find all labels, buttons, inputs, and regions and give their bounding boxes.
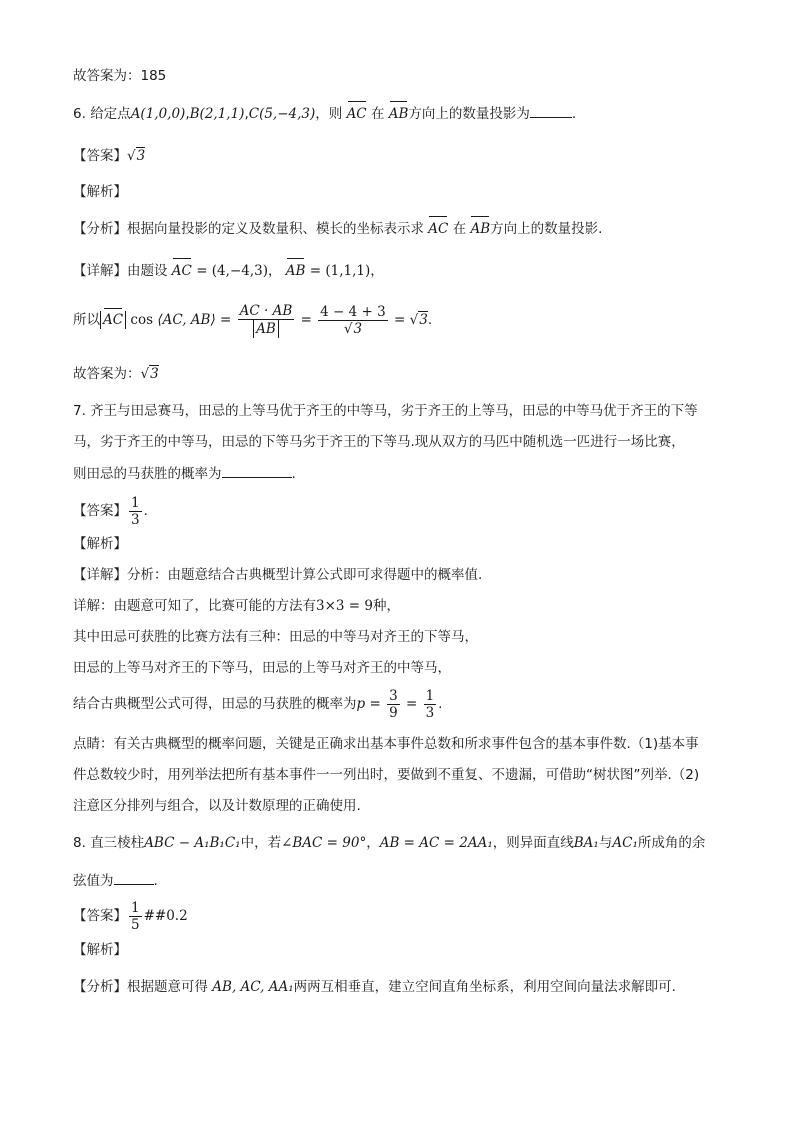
detail-7-line-6: 点睛：有关古典概型的概率问题，关键是正确求出基本事件总数和所求事件包含的基本事件数.（1)基本事 bbox=[73, 736, 699, 752]
sqrt-value: √3 bbox=[127, 148, 146, 164]
detail-7-line-3: 其中田忌可获胜的比赛方法有三种：田忌的中等马对齐王的下等马， bbox=[73, 629, 478, 645]
question-7-line-1: 7. 齐王与田忌赛马，田忌的上等马优于齐王的中等马，劣于齐王的上等马，田忌的中等马优于齐王的下等 bbox=[73, 403, 698, 419]
answer-6: 【答案】√3 bbox=[73, 148, 146, 164]
detail-7-line-1: 【详解】分析：由题意结合古典概型计算公式即可求得题中的概率值. bbox=[73, 567, 483, 583]
question-8-line-2: 弦值为 . bbox=[73, 870, 158, 891]
detail-7-line-5: 结合古典概型公式可得，田忌的马获胜的概率为p = $\frac{3}{9}$ = $\frac{1}{3}$ . bbox=[73, 687, 443, 721]
vector-ac: AC bbox=[346, 106, 367, 122]
fenxi-8: 【分析】根据题意可得 AB, AC, AA₁两两互相垂直，建立空间直角坐标系，利用空间向量法求解即可. bbox=[73, 979, 676, 995]
answer-blank bbox=[114, 870, 154, 885]
question-8-line-1: 8. 直三棱柱ABC − A₁B₁C₁中，若∠BAC = 90°，AB = AC = 2AA₁，则异面直线BA₁与AC₁所成角的余 bbox=[73, 835, 706, 851]
answer-blank bbox=[222, 463, 292, 478]
vector-ab: AB bbox=[388, 106, 409, 122]
numeric-fraction: $\frac{4 - 4 + 3}{√3}$ bbox=[320, 303, 386, 337]
xiangjie-6: 【详解】由题设 AC = (4,−4,3)， AB = (1,1,1)， bbox=[73, 263, 384, 279]
answer-7: 【答案】 $\frac{1}{3}$ . bbox=[73, 494, 148, 528]
detail-7-line-2: 详解：由题意可知了，比赛可能的方法有3×3 = 9种， bbox=[73, 598, 400, 614]
jiexi-label-8: 【解析】 bbox=[73, 942, 127, 958]
question-7-line-3: 则田忌的马获胜的概率为 . bbox=[73, 463, 296, 484]
abs-ac: AC bbox=[100, 311, 126, 329]
answer-line-185: 故答案为：185 bbox=[73, 68, 167, 84]
question-7-line-2: 马，劣于齐王的中等马，田忌的下等马劣于齐王的下等马.现从双方的马匹中随机选一匹进行一场比赛， bbox=[73, 434, 685, 450]
jiexi-label-7: 【解析】 bbox=[73, 536, 127, 552]
answer-8: 【答案】 $\frac{1}{5}$ ##0.2 bbox=[73, 899, 188, 933]
detail-7-line-4: 田忌的上等马对齐王的下等马，田忌的上等马对齐王的中等马， bbox=[73, 660, 451, 676]
answer-line-6: 故答案为：√3 bbox=[73, 366, 159, 382]
detail-7-line-7: 件总数较少时，用列举法把所有基本事件一一列出时，要做到不重复、不遗漏，可借助“树状图”列举.（2) bbox=[73, 767, 700, 783]
projection-formula: 所以 AC cos ⟨AC, AB⟩ = $\frac{AC \cdot AB}{AB}$ = $\frac{4 - 4 + 3}{√3}$ = √3. bbox=[73, 302, 433, 337]
detail-7-line-8: 注意区分排列与组合，以及计数原理的正确使用. bbox=[73, 798, 361, 814]
question-6: 6. 给定点A(1,0,0),B(2,1,1),C(5,−4,3)，则 AC 在 AB方向上的数量投影为 . bbox=[73, 103, 576, 124]
jiexi-label-6: 【解析】 bbox=[73, 184, 127, 200]
dot-over-norm-fraction: $\frac{AC \cdot AB}{AB}$ bbox=[239, 302, 293, 337]
fenxi-6: 【分析】根据向量投影的定义及数量积、模长的坐标表示求 AC 在 AB方向上的数量投影. bbox=[73, 221, 603, 237]
answer-blank bbox=[530, 103, 572, 118]
